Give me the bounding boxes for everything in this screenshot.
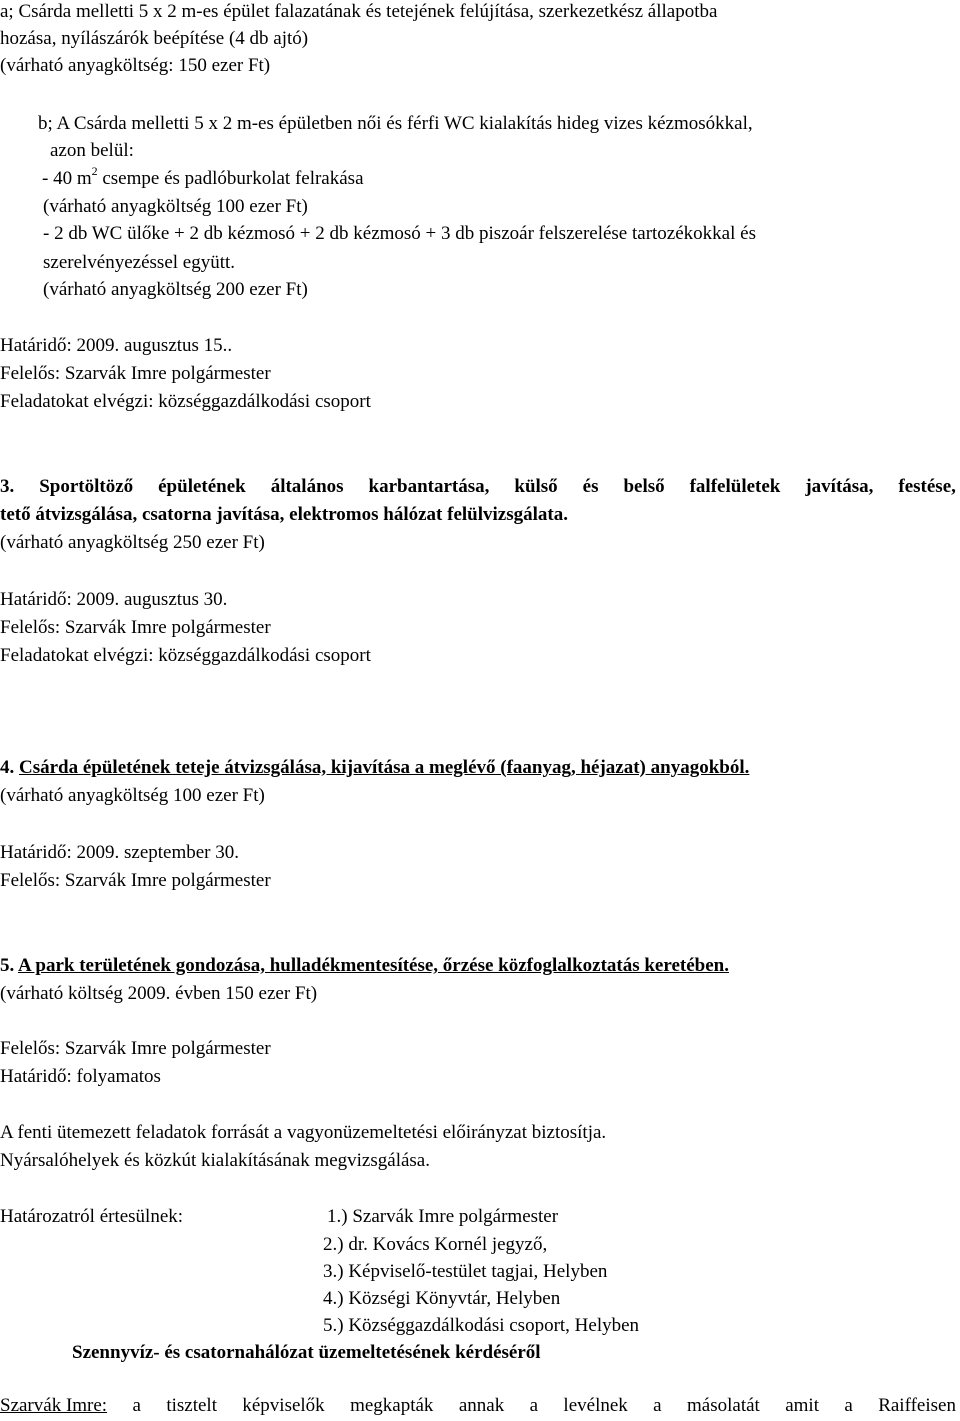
word: annak xyxy=(458,1395,505,1416)
responsible-5: Felelős: Szarvák Imre polgármester xyxy=(0,1038,271,1059)
section-a-line-2: hozása, nyílászárók beépítése (4 db ajtó) xyxy=(0,28,309,49)
section-b-line-5: - 2 db WC ülőke + 2 db kézmosó + 2 db kézmosó + 3 db piszoár felszerelése tartozékokkal és xyxy=(43,223,756,244)
closing-line-1: A fenti ütemezett feladatok forrását a vagyonüzemeltetési előirányzat biztosítja. xyxy=(0,1122,607,1143)
item-5-title: 5. A park területének gondozása, hulladékmentesítése, őrzése közfoglalkoztatás keretében. xyxy=(0,955,729,976)
word: levélnek xyxy=(563,1395,628,1416)
superscript-2: 2 xyxy=(91,163,98,178)
word: a xyxy=(653,1395,662,1416)
word: és xyxy=(582,476,599,497)
item-4-title: 4. Csárda épületének teteje átvizsgálása, kijavítása a meglévő (faanyag, héjazat) anyagokból. xyxy=(0,757,750,778)
section-heading: Szennyvíz- és csatornahálózat üzemeltetésének kérdéséről xyxy=(72,1342,541,1363)
executor-3: Feladatokat elvégzi: községgazdálkodási csoport xyxy=(0,645,371,666)
recipient-5: 5.) Községgazdálkodási csoport, Helyben xyxy=(323,1315,640,1336)
word: megkapták xyxy=(350,1395,434,1416)
deadline-3: Határidő: 2009. augusztus 30. xyxy=(0,589,228,610)
word: 3. xyxy=(0,476,15,497)
section-b-cost-2: (várható anyagköltség 200 ezer Ft) xyxy=(43,279,308,300)
item-3-cost: (várható anyagköltség 250 ezer Ft) xyxy=(0,532,265,553)
notify-label: Határozatról értesülnek: xyxy=(0,1206,184,1227)
word: a xyxy=(844,1395,853,1416)
item-4-cost: (várható anyagköltség 100 ezer Ft) xyxy=(0,785,265,806)
section-b-line-3: - 40 $m^2$ csempe és padlóburkolat felrakása xyxy=(42,163,364,189)
deadline-4: Határidő: 2009. szeptember 30. xyxy=(0,842,240,863)
section-a-cost: (várható anyagköltség: 150 ezer Ft) xyxy=(0,55,271,76)
item-3-title-line-2: tető átvizsgálása, csatorna javítása, elektromos hálózat felülvizsgálata. xyxy=(0,504,568,525)
recipient-1: 1.) Szarvák Imre polgármester xyxy=(327,1206,559,1227)
word: amit xyxy=(785,1395,819,1416)
item-3-title-line-1 xyxy=(0,476,956,498)
word: általános xyxy=(270,476,344,497)
word: Sportöltöző xyxy=(39,476,134,497)
recipient-4: 4.) Községi Könyvtár, Helyben xyxy=(323,1288,561,1309)
deadline-1: Határidő: 2009. augusztus 15.. xyxy=(0,335,233,356)
last-line xyxy=(0,1395,956,1417)
recipient-2: 2.) dr. Kovács Kornél jegyző, xyxy=(323,1234,548,1255)
word: épületének xyxy=(158,476,246,497)
section-b-cost-1: (várható anyagköltség 100 ezer Ft) xyxy=(43,196,308,217)
word: karbantartása, xyxy=(368,476,490,497)
word: képviselők xyxy=(242,1395,325,1416)
responsible-3: Felelős: Szarvák Imre polgármester xyxy=(0,617,271,638)
word: Raiffeisen xyxy=(878,1395,956,1416)
word: külső xyxy=(514,476,558,497)
speaker-name: Szarvák Imre: xyxy=(0,1395,108,1416)
word: a xyxy=(132,1395,141,1416)
responsible-1: Felelős: Szarvák Imre polgármester xyxy=(0,363,271,384)
word: falfelületek xyxy=(689,476,781,497)
section-b-line-2: azon belül: xyxy=(50,140,134,161)
responsible-4: Felelős: Szarvák Imre polgármester xyxy=(0,870,271,891)
section-b-line-1: b; A Csárda melletti 5 x 2 m-es épületben női és férfi WC kialakítás hideg vizes kézmosókkal, xyxy=(38,113,753,134)
section-b-line-6: szerelvényezéssel együtt. xyxy=(43,252,236,273)
word: tisztelt xyxy=(166,1395,217,1416)
word: a xyxy=(529,1395,539,1416)
word: belső xyxy=(623,476,665,497)
deadline-5: Határidő: folyamatos xyxy=(0,1066,161,1087)
word: javítása, xyxy=(805,476,874,497)
word: másolatát xyxy=(687,1395,760,1416)
recipient-3: 3.) Képviselő-testület tagjai, Helyben xyxy=(323,1261,608,1282)
executor-1: Feladatokat elvégzi: községgazdálkodási csoport xyxy=(0,391,371,412)
item-5-cost: (várható költség 2009. évben 150 ezer Ft) xyxy=(0,983,318,1004)
section-a-line-1: a; Csárda melletti 5 x 2 m-es épület falazatának és tetejének felújítása, szerkezetkész állapotba xyxy=(0,1,718,22)
closing-line-2: Nyársalóhelyek és közkút kialakításának megvizsgálása. xyxy=(0,1150,430,1171)
word: festése, xyxy=(898,476,956,497)
